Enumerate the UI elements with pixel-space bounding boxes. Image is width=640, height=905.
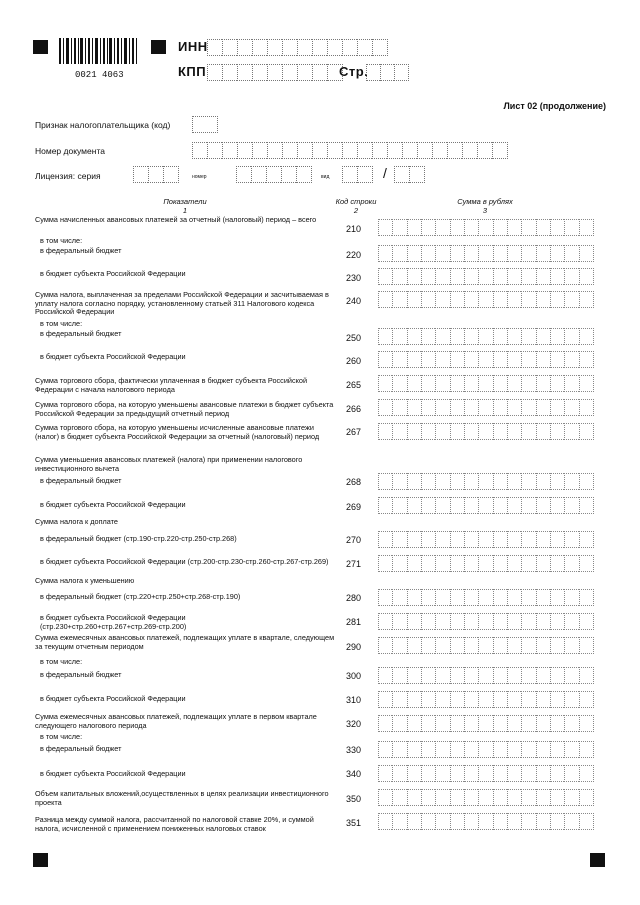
page-label: Стр. xyxy=(339,64,369,79)
row-text: Разница между суммой налога, рассчитанной по налоговой ставке 20%, и суммой налога, исчисленной с применением пониженных налоговых ставок xyxy=(35,815,314,833)
row-code: 240 xyxy=(346,296,362,306)
row-text: в бюджет субъекта Российской Федерации xyxy=(40,694,186,703)
row-code: 271 xyxy=(346,559,362,569)
row-code: 310 xyxy=(346,695,362,705)
license-type-cells-right[interactable] xyxy=(394,166,425,183)
row-code: 330 xyxy=(346,745,362,755)
inn-label: ИНН xyxy=(178,39,208,54)
license-label: Лицензия: серия xyxy=(35,171,101,181)
row-code: 268 xyxy=(346,477,362,487)
row-text: Сумма торгового сбора, на которую уменьшены исчисленные авансовые платежи (налог) в бюджет субъекта Российской Федерации за отчетный (налоговый) период xyxy=(35,423,320,441)
row-text: в бюджет субъекта Российской Федерации (стр.200-стр.230-стр.260-стр.267-стр.269) xyxy=(40,557,329,566)
row-text: в федеральный бюджет xyxy=(40,476,122,485)
row-text: Сумма торгового сбора, на которую уменьшены авансовые платежи в бюджет субъекта Российской Федерации за предыдущий отчетный период xyxy=(35,400,334,418)
row-code: 281 xyxy=(346,617,362,627)
col-code-num: 2 xyxy=(353,206,359,215)
license-number-label: номер xyxy=(192,174,207,180)
kpp-label: КПП xyxy=(178,64,207,79)
barcode-number: 0021 4063 xyxy=(75,70,124,80)
row-code: 266 xyxy=(346,404,362,414)
taxpayer-sign-cell[interactable] xyxy=(192,116,218,133)
sheet-title: Лист 02 (продолжение) xyxy=(503,101,606,111)
license-series-cells[interactable] xyxy=(133,166,179,183)
row-text: Сумма налога к уменьшению xyxy=(35,576,135,585)
row-text: в бюджет субъекта Российской Федерации xyxy=(40,500,186,509)
sum-cells-240[interactable] xyxy=(378,291,594,308)
sum-cells-265[interactable] xyxy=(378,375,594,392)
row-text: в том числе: xyxy=(40,657,83,666)
row-code: 340 xyxy=(346,769,362,779)
row-text: в том числе: xyxy=(40,319,83,328)
sum-cells-210[interactable] xyxy=(378,219,594,236)
license-type-slash: / xyxy=(383,165,387,181)
doc-number-label: Номер документа xyxy=(35,146,105,156)
row-text: Сумма уменьшения авансовых платежей (налога) при применении налогового инвестиционного вычета xyxy=(35,455,303,473)
row-code: 267 xyxy=(346,427,362,437)
sum-cells-268[interactable] xyxy=(378,473,594,490)
sum-cells-280[interactable] xyxy=(378,589,594,606)
col-code-header xyxy=(325,197,387,215)
corner-marker-bottom-right xyxy=(590,853,605,867)
row-text: Объем капитальных вложений,осуществленных в целях реализации инвестиционного проекта xyxy=(35,789,329,807)
col-indicators-num: 1 xyxy=(182,206,188,215)
col-code-title: Код строки xyxy=(335,197,377,206)
corner-marker-top-left xyxy=(33,40,48,54)
sum-cells-310[interactable] xyxy=(378,691,594,708)
sum-cells-269[interactable] xyxy=(378,497,594,514)
sum-cells-290[interactable] xyxy=(378,637,594,654)
row-text: в том числе: xyxy=(40,236,83,245)
row-text: в федеральный бюджет (стр.190-стр.220-стр.250-стр.268) xyxy=(40,534,237,543)
row-text: в бюджет субъекта Российской Федерации xyxy=(40,352,186,361)
license-type-label: вид xyxy=(321,174,330,180)
row-code: 300 xyxy=(346,671,362,681)
row-text: в бюджет субъекта Российской Федерации (стр.230+стр.260+стр.267+стр.269-стр.200) xyxy=(40,613,187,631)
row-code: 269 xyxy=(346,502,362,512)
inn-cells[interactable] xyxy=(207,39,388,56)
row-code: 270 xyxy=(346,535,362,545)
kpp-cells[interactable] xyxy=(207,64,343,81)
sum-cells-270[interactable] xyxy=(378,531,594,548)
row-code: 230 xyxy=(346,273,362,283)
license-number-cells[interactable] xyxy=(236,166,312,183)
col-sum-header xyxy=(440,197,530,215)
sum-cells-351[interactable] xyxy=(378,813,594,830)
corner-marker-bottom-left xyxy=(33,853,48,867)
row-code: 210 xyxy=(346,224,362,234)
row-text: в федеральный бюджет xyxy=(40,329,122,338)
taxpayer-sign-label: Признак налогоплательщика (код) xyxy=(35,120,171,130)
row-code: 350 xyxy=(346,794,362,804)
row-code: 351 xyxy=(346,818,362,828)
page-cells[interactable] xyxy=(366,64,409,81)
sum-cells-350[interactable] xyxy=(378,789,594,806)
sum-cells-281[interactable] xyxy=(378,613,594,630)
sum-cells-220[interactable] xyxy=(378,245,594,262)
sum-cells-340[interactable] xyxy=(378,765,594,782)
row-text: Сумма налога к доплате xyxy=(35,517,118,526)
sum-cells-320[interactable] xyxy=(378,715,594,732)
barcode xyxy=(57,38,139,72)
row-text: в бюджет субъекта Российской Федерации xyxy=(40,769,186,778)
row-text: Сумма налога, выплаченная за пределами Российской Федерации и засчитываемая в уплату налога согласно порядку, установленному статьей 311 Налогового кодекса Российской Федерации xyxy=(35,290,329,317)
sum-cells-250[interactable] xyxy=(378,328,594,345)
sum-cells-271[interactable] xyxy=(378,555,594,572)
sum-cells-330[interactable] xyxy=(378,741,594,758)
col-indicators-header xyxy=(140,197,230,215)
row-text: Сумма ежемесячных авансовых платежей, подлежащих уплате в первом квартале следующего налогового периода xyxy=(35,712,317,730)
row-code: 260 xyxy=(346,356,362,366)
row-text: в федеральный бюджет xyxy=(40,744,122,753)
row-text: в федеральный бюджет xyxy=(40,670,122,679)
row-code: 290 xyxy=(346,642,362,652)
sum-cells-300[interactable] xyxy=(378,667,594,684)
row-text: в федеральный бюджет xyxy=(40,246,122,255)
col-sum-title: Сумма в рублях xyxy=(457,197,513,206)
row-code: 220 xyxy=(346,250,362,260)
row-code: 250 xyxy=(346,333,362,343)
row-text: Сумма ежемесячных авансовых платежей, подлежащих уплате в квартале, следующем за текущим отчетным периодом xyxy=(35,633,335,651)
sum-cells-230[interactable] xyxy=(378,268,594,285)
row-text: Сумма начисленных авансовых платежей за отчетный (налоговый) период – всего xyxy=(35,215,317,224)
row-code: 320 xyxy=(346,719,362,729)
row-text: в бюджет субъекта Российской Федерации xyxy=(40,269,186,278)
row-code: 280 xyxy=(346,593,362,603)
sum-cells-266[interactable] xyxy=(378,399,594,416)
row-code: 265 xyxy=(346,380,362,390)
license-type-cells-left[interactable] xyxy=(342,166,373,183)
sum-cells-260[interactable] xyxy=(378,351,594,368)
col-indicators-title: Показатели xyxy=(163,197,207,206)
corner-marker-top-right xyxy=(151,40,166,54)
row-text: в том числе: xyxy=(40,732,83,741)
col-sum-num: 3 xyxy=(482,206,488,215)
sum-cells-267[interactable] xyxy=(378,423,594,440)
row-text: Сумма торгового сбора, фактически уплаченная в бюджет субъекта Российской Федерации с начала налогового периода xyxy=(35,376,308,394)
row-text: в федеральный бюджет (стр.220+стр.250+стр.268-стр.190) xyxy=(40,592,241,601)
doc-number-cells[interactable] xyxy=(192,142,508,159)
